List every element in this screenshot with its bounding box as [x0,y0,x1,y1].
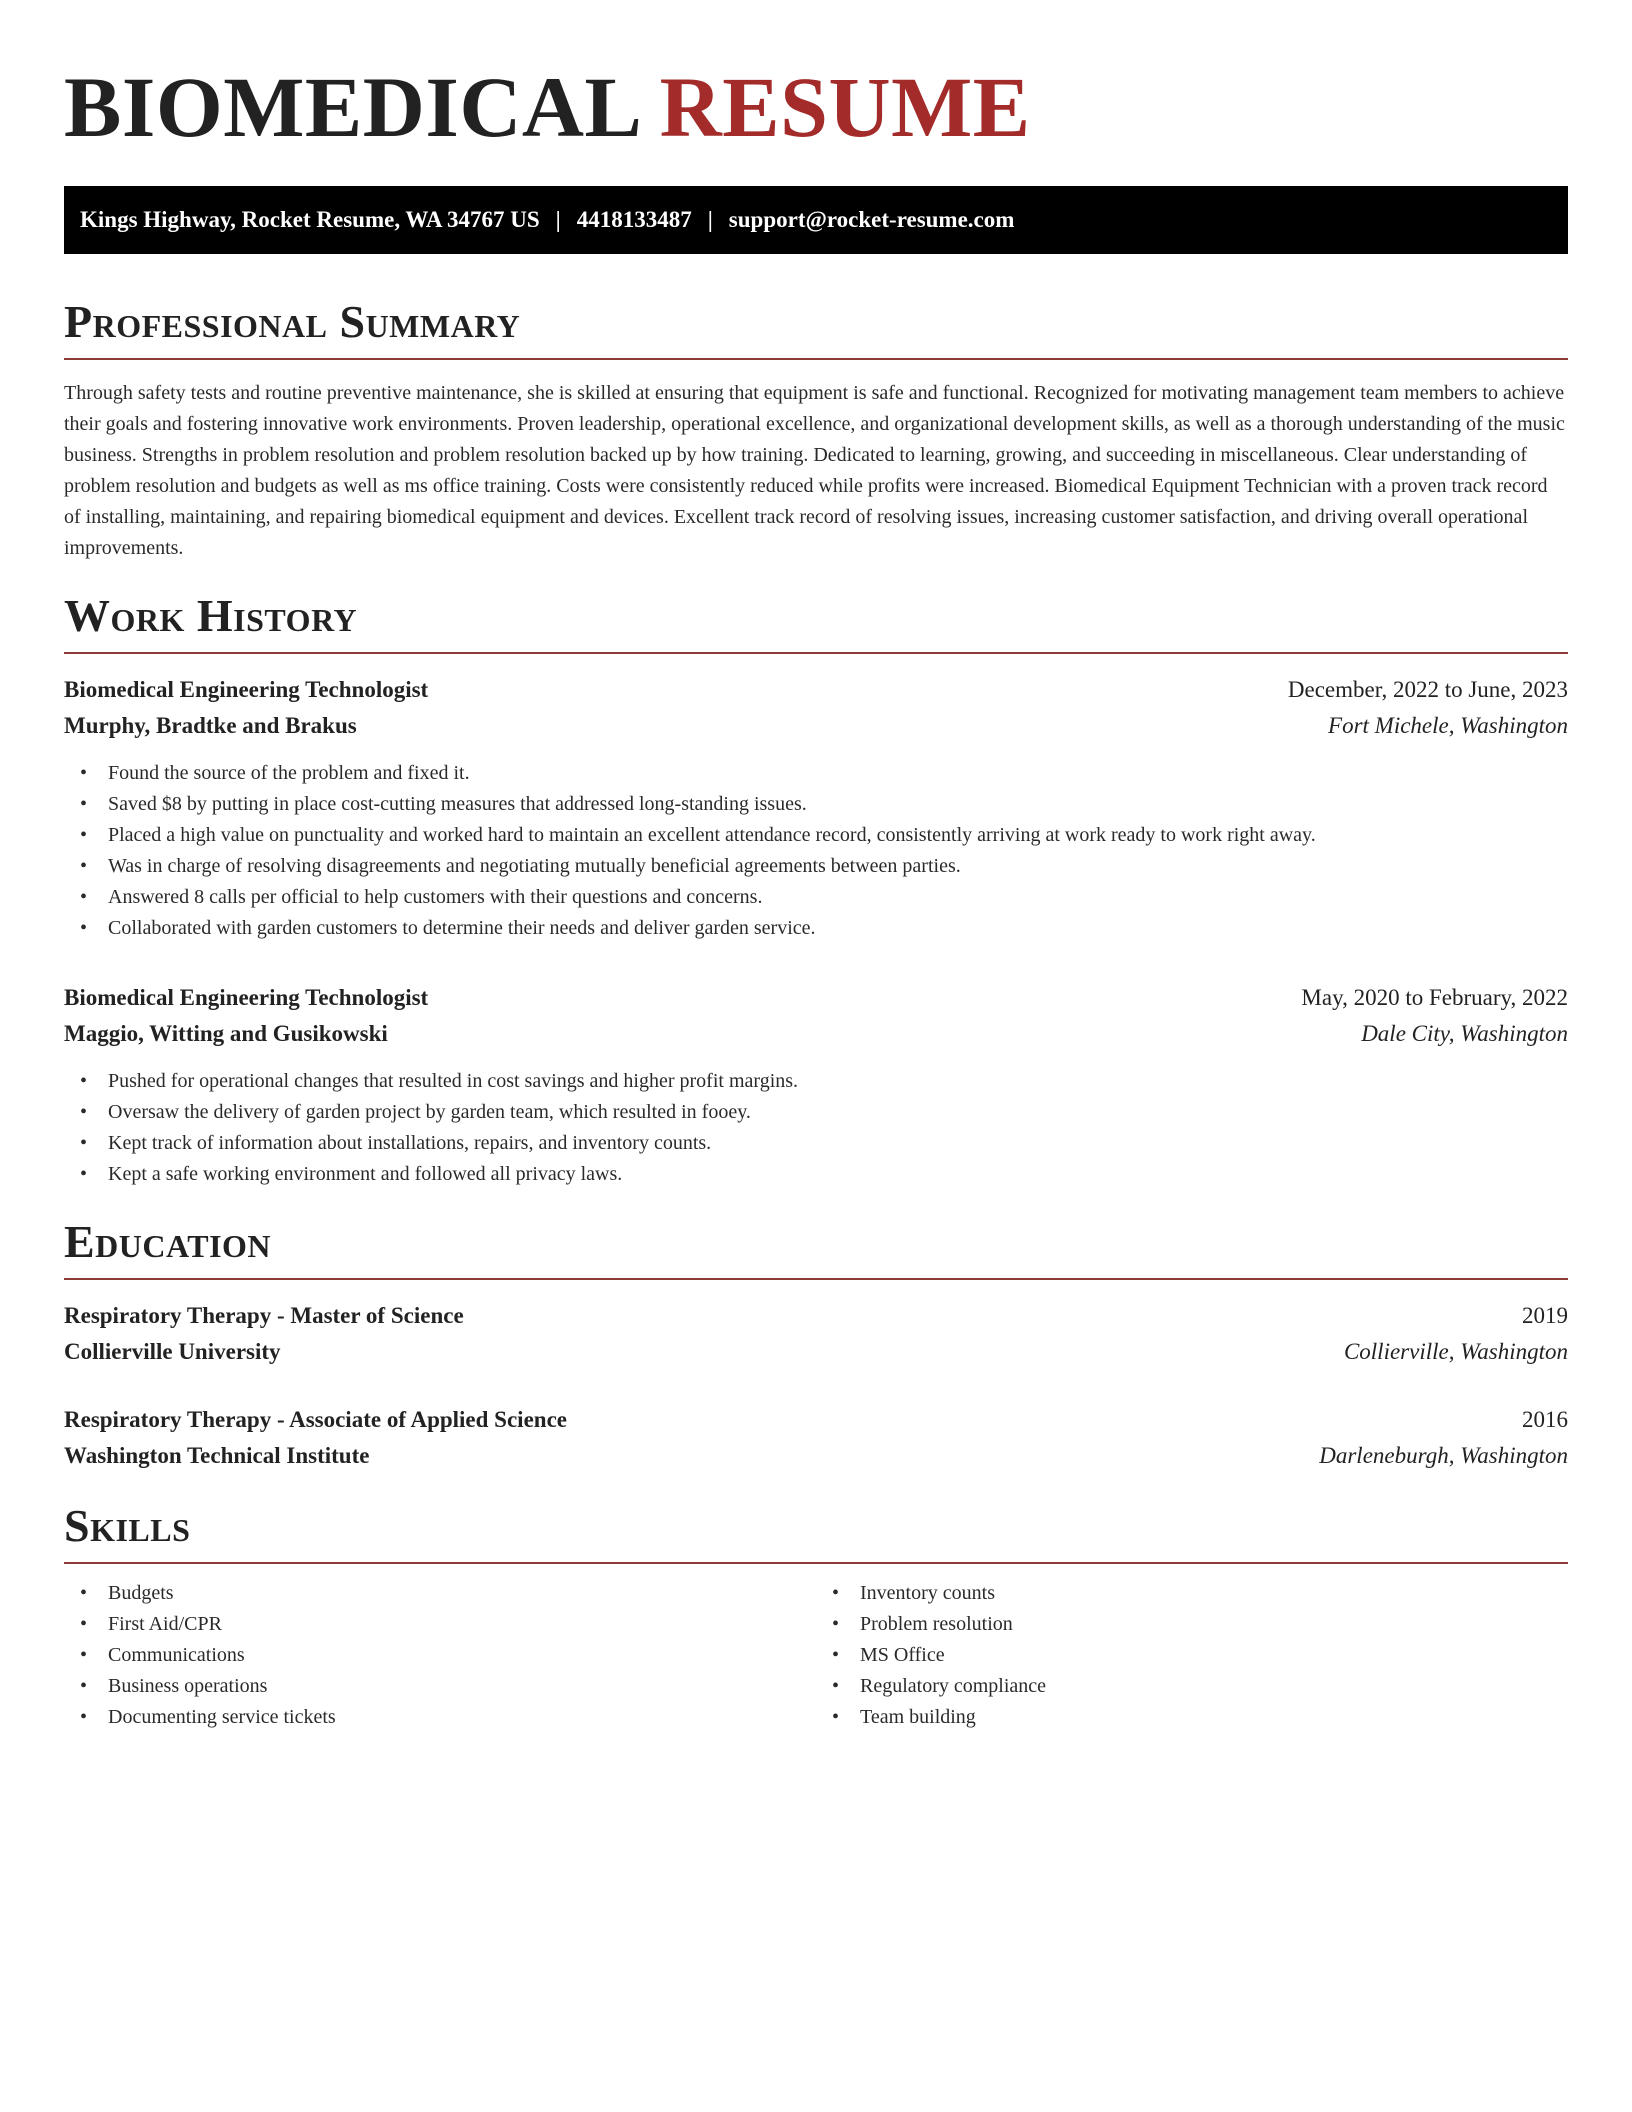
list-item: • Answered 8 calls per official to help customers with their questions and concerns. [80,882,1568,913]
education-location: Darleneburgh, Washington [1319,1443,1568,1468]
summary-text: Through safety tests and routine preventive maintenance, she is skilled at ensuring that equipment is safe and functional. Recognized for motivating management team members to achieve their goals and fostering innovative work environments. Proven leadership, operational excellence, and organizational development skills, as well as a thorough understanding of the music business. Strengths in problem resolution and problem resolution backed up by how training. Dedicated to learning, growing, and succeeding in miscellaneous. Clear understanding of problem resolution and budgets as well as ms office training. Costs were consistently reduced while profits were increased. Biomedical Equipment Technician with a proven track record of installing, maintaining, and repairing biomedical equipment and devices. Excellent track record of resolving issues, increasing customer satisfaction, and driving overall operational improvements. [64,382,1565,559]
list-item: • Was in charge of resolving disagreements and negotiating mutually beneficial agreements between parties. [80,851,1568,882]
job-location: Fort Michele, Washington [1328,713,1568,738]
contact-bar [64,186,1568,254]
job-company-row [64,1016,1568,1052]
job-entry [64,980,1568,1190]
contact-phone: 4418133487 [576,207,692,232]
skills-left-column [64,1578,816,1733]
skill-item: • First Aid/CPR [80,1609,816,1640]
contact-separator: | [707,207,713,232]
education-location: Collierville, Washington [1343,1339,1568,1364]
contact-email: support@rocket-resume.com [728,207,1015,232]
job-header-row [64,672,1568,708]
skill-item: • Communications [80,1640,816,1671]
skills-grid [64,1578,1568,1733]
job-bullets [64,758,1568,944]
job-company: Murphy, Bradtke and Brakus [64,713,357,738]
skills-right-column [816,1578,1568,1733]
list-item: • Collaborated with garden customers to determine their needs and deliver garden service. [80,913,1568,944]
education-degree: Respiratory Therapy - Associate of Applied Science [64,1407,567,1432]
contact-separator: | [555,207,561,232]
education-school: Washington Technical Institute [64,1443,370,1468]
skill-item: • Problem resolution [832,1609,1568,1640]
skills-heading: Skills [64,1500,1568,1564]
job-role: Biomedical Engineering Technologist [64,677,429,702]
job-entry [64,672,1568,944]
skill-item: • Documenting service tickets [80,1702,816,1733]
education-school-row [64,1438,1568,1474]
education-entry [64,1402,1568,1474]
education-heading: Education [64,1216,1568,1280]
job-location: Dale City, Washington [1361,1021,1568,1046]
education-year: 2019 [1522,1303,1568,1328]
resume-title [64,52,1568,162]
title-first-word: BIOMEDICAL [64,59,638,155]
job-header-row [64,980,1568,1016]
list-item: • Found the source of the problem and fixed it. [80,758,1568,789]
job-company: Maggio, Witting and Gusikowski [64,1021,388,1046]
skill-item: • Budgets [80,1578,816,1609]
list-item: • Pushed for operational changes that resulted in cost savings and higher profit margins. [80,1066,1568,1097]
list-item: • Placed a high value on punctuality and worked hard to maintain an excellent attendance record, consistently arriving at work ready to work right away. [80,820,1568,851]
skill-item: • MS Office [832,1640,1568,1671]
education-school: Collierville University [64,1339,281,1364]
list-item: • Kept a safe working environment and followed all privacy laws. [80,1159,1568,1190]
work-history-heading: Work History [64,590,1568,654]
education-degree-row [64,1298,1568,1334]
skill-item: • Business operations [80,1671,816,1702]
list-item: • Saved $8 by putting in place cost-cutting measures that addressed long-standing issues. [80,789,1568,820]
job-bullets [64,1066,1568,1190]
job-company-row [64,708,1568,744]
list-item: • Kept track of information about installations, repairs, and inventory counts. [80,1128,1568,1159]
job-role: Biomedical Engineering Technologist [64,985,429,1010]
skill-item: • Regulatory compliance [832,1671,1568,1702]
summary-heading: Professional Summary [64,296,1568,360]
skill-item: • Inventory counts [832,1578,1568,1609]
job-dates: May, 2020 to February, 2022 [1301,985,1568,1010]
education-entry [64,1298,1568,1370]
education-school-row [64,1334,1568,1370]
job-dates: December, 2022 to June, 2023 [1287,677,1568,702]
education-degree: Respiratory Therapy - Master of Science [64,1303,464,1328]
title-second-word: RESUME [659,59,1031,155]
list-item: • Oversaw the delivery of garden project by garden team, which resulted in fooey. [80,1097,1568,1128]
education-year: 2016 [1522,1407,1568,1432]
education-degree-row [64,1402,1568,1438]
contact-address: Kings Highway, Rocket Resume, WA 34767 US [80,207,540,232]
skill-item: • Team building [832,1702,1568,1733]
